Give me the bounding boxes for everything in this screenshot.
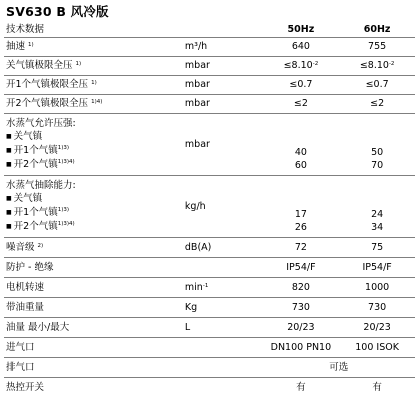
sub-label: 开1个气镇 bbox=[13, 145, 58, 156]
table-row bbox=[4, 338, 415, 358]
table-row bbox=[4, 278, 415, 298]
row-value-60hz: 24 bbox=[371, 209, 384, 220]
sub-label: 开2个气镇 bbox=[13, 221, 58, 232]
row-label: 油量 最小/最大 bbox=[4, 318, 185, 338]
row-value-50hz: 40 bbox=[294, 147, 307, 158]
row-value-50hz: 有 bbox=[296, 381, 306, 393]
page-title: SV630 B 风冷版 bbox=[6, 4, 109, 19]
table-row-vapor-capacity bbox=[4, 176, 415, 238]
row-unit: mbar bbox=[185, 95, 263, 114]
row-label: 开2个气镇极限全压 bbox=[6, 98, 89, 109]
row-value-60hz: 100 ISOK bbox=[339, 338, 415, 358]
row-unit: mbar bbox=[185, 57, 263, 76]
footnote-ref: 1) bbox=[28, 42, 34, 48]
row-value-60hz: 75 bbox=[339, 238, 415, 258]
footnote-ref: 1)3) bbox=[57, 207, 70, 213]
row-label: 噪音级 bbox=[6, 241, 35, 253]
row-value-50hz: 20/23 bbox=[263, 318, 340, 338]
row-value-merged: 可选 bbox=[263, 358, 415, 378]
row-label: 排气口 bbox=[4, 358, 185, 378]
row-value-50hz: 730 bbox=[263, 298, 340, 318]
header-60hz: 60Hz bbox=[339, 22, 415, 38]
row-value-50hz: 72 bbox=[263, 238, 340, 258]
table-row bbox=[4, 358, 415, 378]
row-label: 水蒸气抽除能力: bbox=[6, 180, 76, 191]
table-row bbox=[4, 318, 415, 338]
row-value-60hz: 20/23 bbox=[339, 318, 415, 338]
row-value-50hz: ≤2 bbox=[263, 95, 340, 114]
row-value-60hz: ≤8.10 bbox=[359, 60, 389, 71]
table-row bbox=[4, 38, 415, 57]
row-unit: L bbox=[185, 318, 263, 338]
table-row-vapor-tolerance bbox=[4, 114, 415, 176]
row-value-60hz: 70 bbox=[371, 160, 384, 171]
table-row bbox=[4, 238, 415, 258]
row-value-50hz: ≤8.10 bbox=[283, 60, 313, 71]
row-value-60hz: 34 bbox=[371, 222, 384, 233]
row-label: 关气镇极限全压 bbox=[6, 60, 73, 71]
row-value-50hz: 60 bbox=[294, 160, 307, 171]
row-value-60hz: ≤2 bbox=[339, 95, 415, 114]
spec-table bbox=[4, 22, 415, 397]
sub-label: ■ 关气镇 bbox=[6, 130, 185, 144]
row-value-60hz: IP54/F bbox=[339, 258, 415, 278]
row-value-50hz: ≤0.7 bbox=[263, 76, 340, 95]
row-label: 热控开关 bbox=[6, 381, 45, 393]
row-value-50hz: 640 bbox=[263, 38, 340, 57]
exponent: -1 bbox=[202, 282, 209, 289]
header-label: 技术数据 bbox=[4, 22, 185, 38]
table-row bbox=[4, 95, 415, 114]
row-value-50hz: 17 bbox=[294, 209, 307, 220]
row-label: 水蒸气允许压强: bbox=[6, 118, 76, 129]
row-value-60hz: 1000 bbox=[339, 278, 415, 298]
table-row bbox=[4, 298, 415, 318]
sub-label: ■ 关气镇 bbox=[6, 192, 185, 206]
row-value-60hz: 730 bbox=[339, 298, 415, 318]
row-unit: m³/h bbox=[185, 38, 263, 57]
row-value-50hz: 820 bbox=[263, 278, 340, 298]
row-unit: kg/h bbox=[185, 176, 263, 238]
table-header-row bbox=[4, 22, 415, 38]
row-label: 电机转速 bbox=[4, 278, 185, 298]
row-unit: min bbox=[184, 281, 203, 293]
row-label: 抽速 bbox=[6, 41, 26, 52]
row-unit: mbar bbox=[185, 76, 263, 95]
row-value-50hz: IP54/F bbox=[263, 258, 340, 278]
table-row bbox=[4, 378, 415, 398]
footnote-ref: 1) bbox=[91, 80, 97, 86]
footnote-ref: 1)3)4) bbox=[57, 221, 75, 227]
footnote-ref: 1) bbox=[75, 61, 82, 67]
footnote-ref: 2) bbox=[37, 242, 44, 249]
row-label: 防护 - 绝缘 bbox=[4, 258, 185, 278]
row-value-60hz: ≤0.7 bbox=[339, 76, 415, 95]
row-unit: mbar bbox=[185, 114, 263, 176]
sub-label: 开1个气镇 bbox=[13, 207, 58, 218]
table-row bbox=[4, 57, 415, 76]
row-label: 开1个气镇极限全压 bbox=[6, 79, 89, 90]
row-value-60hz: 755 bbox=[339, 38, 415, 57]
table-row bbox=[4, 76, 415, 95]
exponent: -2 bbox=[312, 61, 319, 67]
exponent: -2 bbox=[388, 61, 395, 67]
row-value-50hz: 26 bbox=[294, 222, 307, 233]
row-unit: dB(A) bbox=[185, 238, 263, 258]
header-50hz: 50Hz bbox=[263, 22, 340, 38]
row-value-50hz: DN100 PN10 bbox=[263, 338, 340, 358]
footnote-ref: 1)4) bbox=[91, 99, 103, 105]
row-unit: Kg bbox=[185, 298, 263, 318]
table-row bbox=[4, 258, 415, 278]
sub-label: 开2个气镇 bbox=[13, 159, 58, 170]
row-label: 进气口 bbox=[4, 338, 185, 358]
row-label: 带油重量 bbox=[4, 298, 185, 318]
row-value-60hz: 50 bbox=[371, 147, 384, 158]
footnote-ref: 1)3) bbox=[57, 145, 70, 151]
row-value-60hz: 有 bbox=[372, 381, 382, 393]
footnote-ref: 1)3)4) bbox=[57, 159, 75, 165]
